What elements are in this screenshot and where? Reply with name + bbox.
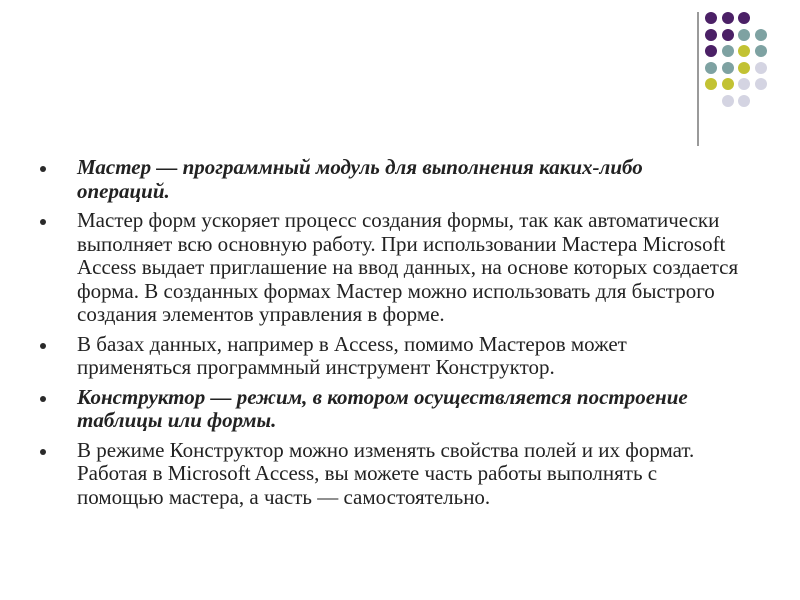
bullet-marker	[40, 449, 46, 455]
decorative-dot	[755, 78, 767, 90]
bullet-item	[40, 439, 740, 510]
decorative-dot	[705, 78, 717, 90]
bullet-list	[40, 156, 740, 515]
bullet-marker	[40, 343, 46, 349]
decorative-dot	[722, 45, 734, 57]
bullet-text: Мастер форм ускоряет процесс создания формы, так как автоматически выполняет всю основную работу. При использовании Мастера Microsoft Access выдает приглашение на ввод данных, на основе которых создается форма. В созданных формах Мастер можно использовать для быстрого создания элементов управления в форме.	[77, 208, 739, 326]
decorative-dot	[722, 95, 734, 107]
decorative-dot	[722, 78, 734, 90]
decorative-dot	[722, 62, 734, 74]
bullet-marker	[40, 219, 46, 225]
decorative-dot	[738, 29, 750, 41]
decorative-dot	[722, 29, 734, 41]
decorative-dot	[738, 62, 750, 74]
decorative-dot	[738, 95, 750, 107]
decorative-dot	[738, 78, 750, 90]
bullet-item	[40, 386, 740, 433]
bullet-text: В режиме Конструктор можно изменять свойства полей и их формат. Работая в Microsoft Access, вы можете часть работы выполнять с помощью мастера, а часть — самостоятельно.	[77, 437, 695, 509]
decorative-dot	[755, 62, 767, 74]
bullet-text: Конструктор — режим, в котором осуществляется построение таблицы или формы.	[77, 384, 688, 432]
bullet-item	[40, 209, 740, 327]
decorative-dot	[705, 29, 717, 41]
bullet-item	[40, 333, 740, 380]
decorative-dot-grid	[0, 0, 800, 150]
decorative-dot	[705, 45, 717, 57]
decorative-dot	[705, 12, 717, 24]
decorative-dot	[755, 29, 767, 41]
decorative-dot	[705, 62, 717, 74]
bullet-text: Мастер — программный модуль для выполнения каких-либо операций.	[77, 155, 643, 203]
bullet-marker	[40, 396, 46, 402]
decorative-dot	[722, 12, 734, 24]
decorative-dot	[755, 45, 767, 57]
decorative-dot	[738, 45, 750, 57]
bullet-marker	[40, 166, 46, 172]
bullet-item	[40, 156, 740, 203]
bullet-text: В базах данных, например в Access, помимо Мастеров может применяться программный инструмент Конструктор.	[77, 331, 627, 379]
decorative-dot	[738, 12, 750, 24]
